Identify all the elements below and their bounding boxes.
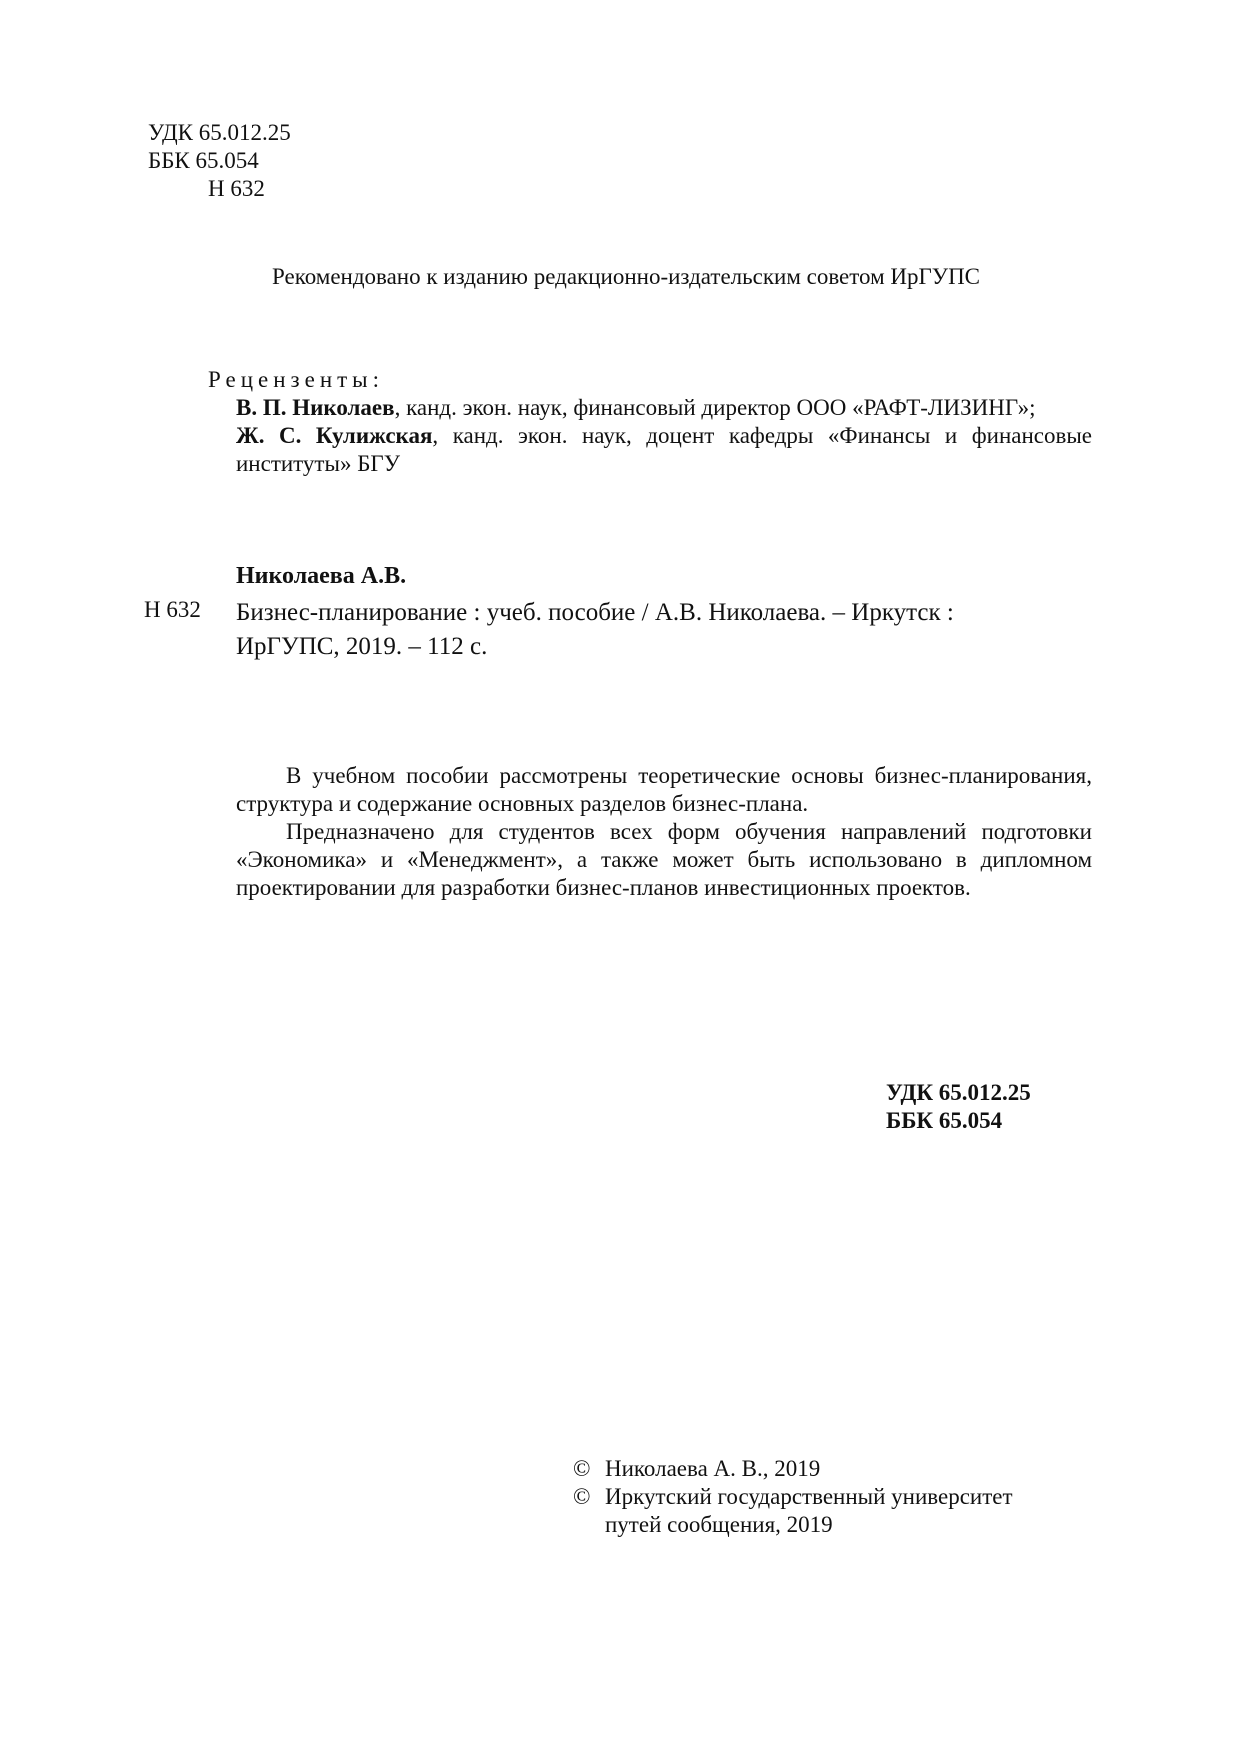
copyright-publisher: Иркутский государственный университет bbox=[605, 1484, 1013, 1509]
reviewer-name: Ж. С. Кулижская bbox=[236, 423, 433, 448]
reviewer-desc: , канд. экон. наук, финансовый директор ООО «РАФТ-ЛИЗИНГ»; bbox=[394, 395, 1036, 420]
copyright-publisher-cont: путей сообщения, 2019 bbox=[605, 1512, 833, 1537]
copyright-icon: © bbox=[573, 1456, 591, 1481]
reviewer-desc: , канд. экон. наук, доцент кафедры «Финансы и финансовые институты» БГУ bbox=[236, 423, 1093, 476]
abstract bbox=[236, 762, 1092, 902]
copyright-line bbox=[573, 1483, 1013, 1511]
bibliographic-line-1: Бизнес-планирование : учеб. пособие / А.В. Николаева. – Иркутск : bbox=[236, 599, 954, 626]
reviewers-heading: Рецензенты: bbox=[208, 367, 385, 392]
bbk-code-bold: ББК 65.054 bbox=[886, 1108, 1003, 1133]
copyright-block bbox=[573, 1455, 1013, 1539]
classification-codes-bottom bbox=[886, 1079, 1031, 1135]
copyright-line bbox=[573, 1455, 1013, 1483]
reviewer-item bbox=[236, 394, 1092, 422]
bibliographic-sign: Н 632 bbox=[144, 597, 201, 622]
abstract-paragraph-1: В учебном пособии рассмотрены теоретические основы бизнес-планирования, структура и содержание основных разделов бизнес-плана. bbox=[236, 763, 1092, 816]
reviewers-list bbox=[236, 394, 1092, 478]
bbk-code: ББК 65.054 bbox=[148, 148, 259, 173]
reviewer-name: В. П. Николаев bbox=[236, 395, 395, 420]
author-name: Николаева А.В. bbox=[236, 563, 407, 589]
copyright-icon: © bbox=[573, 1484, 591, 1509]
udk-code-bold: УДК 65.012.25 bbox=[886, 1080, 1031, 1105]
abstract-paragraph-2: Предназначено для студентов всех форм обучения направлений подготовки «Экономика» и «Менеджмент», а также может быть использовано в дипломном проектировании для разработки бизнес-планов инвестиционных проектов. bbox=[236, 819, 1092, 900]
reviewer-item bbox=[236, 422, 1092, 478]
bibliographic-description bbox=[236, 596, 1092, 664]
bibliographic-line-2: ИрГУПС, 2019. – 112 с. bbox=[236, 633, 488, 660]
copyright-author: Николаева А. В., 2019 bbox=[605, 1456, 821, 1481]
recommendation-note: Рекомендовано к изданию редакционно-издательским советом ИрГУПС bbox=[272, 264, 981, 289]
classification-codes-top bbox=[148, 119, 291, 203]
udk-code: УДК 65.012.25 bbox=[148, 120, 291, 145]
author-sign: Н 632 bbox=[208, 176, 265, 201]
